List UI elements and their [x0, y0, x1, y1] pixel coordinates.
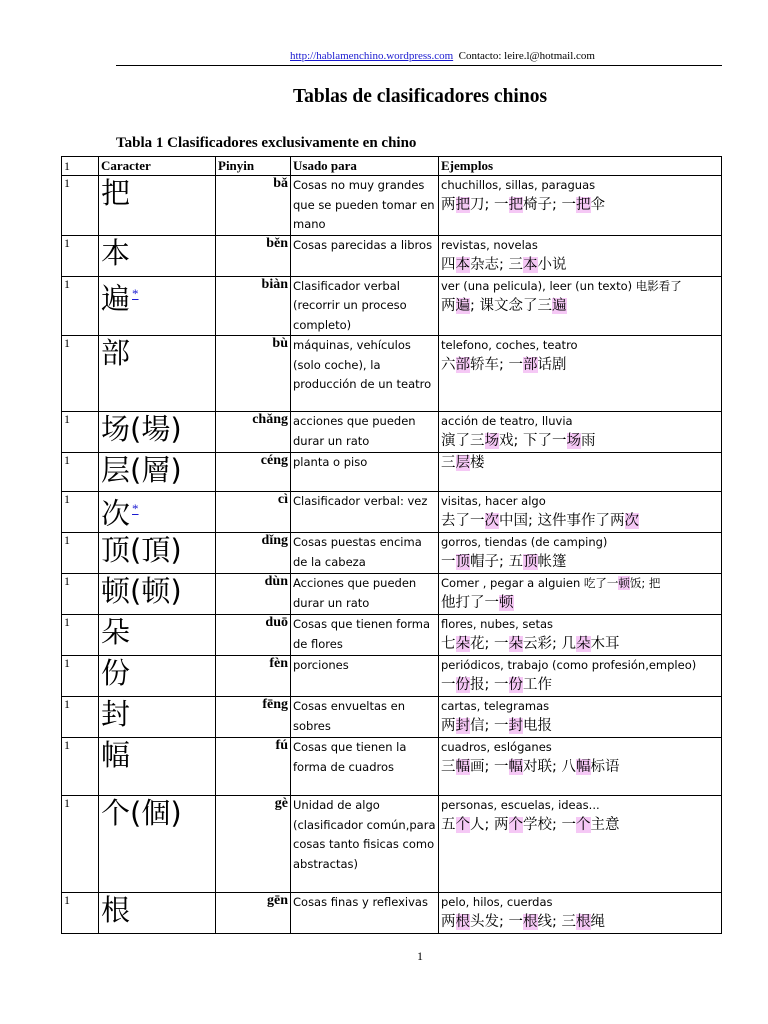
- pinyin-cell: cì: [216, 492, 291, 533]
- examples-cell: [439, 412, 722, 453]
- character-cell: [99, 276, 216, 336]
- usage-cell: Acciones que pueden durar un rato: [291, 574, 439, 615]
- table-row: [62, 453, 722, 492]
- footnote-asterisk-link[interactable]: *: [132, 285, 139, 301]
- table-row: [62, 336, 722, 412]
- character-text: 场(場): [101, 412, 182, 446]
- examples-cell: [439, 574, 722, 615]
- pinyin-cell: dùn: [216, 574, 291, 615]
- row-number: 1: [62, 276, 99, 336]
- highlighted-classifier: 幅: [455, 759, 470, 775]
- character-text: 次: [101, 496, 131, 531]
- examples-text: chuchillos, sillas, paraguas: [441, 178, 596, 192]
- character-text: 层(層): [101, 453, 182, 487]
- column-header-number: 1: [62, 157, 99, 176]
- character-text: 朵: [101, 615, 131, 649]
- column-header-caracter: Caracter: [99, 157, 216, 176]
- character-cell: [99, 574, 216, 615]
- examples-text: cuadros, eslóganes: [441, 740, 552, 754]
- character-cell: [99, 796, 216, 893]
- table-row: [62, 235, 722, 276]
- row-number: 1: [62, 893, 99, 934]
- character-cell: [99, 615, 216, 656]
- usage-cell: Unidad de algo (clasificador común,para cosas tanto fisicas como abstractas): [291, 796, 439, 893]
- examples-cell: [439, 697, 722, 738]
- examples-cell: [439, 235, 722, 276]
- character-cell: [99, 176, 216, 236]
- row-number: 1: [62, 796, 99, 893]
- character-cell: [99, 738, 216, 796]
- examples-cell: [439, 453, 722, 492]
- character-text: 把: [101, 176, 131, 210]
- usage-cell: máquinas, vehículos (solo coche), la producción de un teatro: [291, 336, 439, 412]
- chinese-examples: 七朵花; 一朵云彩; 几朵木耳: [441, 636, 620, 652]
- highlighted-classifier: 部: [523, 357, 538, 373]
- highlighted-classifier: 个: [455, 817, 470, 833]
- usage-cell: Clasificador verbal: vez: [291, 492, 439, 533]
- table-caption: Tabla 1 Clasificadores exclusivamente en chino: [116, 135, 417, 151]
- highlighted-classifier: 个: [508, 817, 523, 833]
- examples-text: pelo, hilos, cuerdas: [441, 895, 553, 909]
- highlighted-classifier: 封: [508, 718, 523, 734]
- examples-cell: [439, 796, 722, 893]
- highlighted-classifier: 顶: [523, 554, 538, 570]
- highlighted-classifier: 本: [455, 256, 470, 273]
- highlighted-classifier: 次: [624, 513, 639, 529]
- page-header: [290, 50, 595, 62]
- highlighted-classifier: 根: [576, 914, 591, 930]
- page-number: 1: [417, 949, 423, 963]
- table-row: [62, 533, 722, 574]
- examples-cell: [439, 656, 722, 697]
- highlighted-classifier: 份: [508, 677, 523, 693]
- examples-text: acción de teatro, lluvia: [441, 414, 573, 428]
- character-cell: [99, 235, 216, 276]
- character-text: 幅: [101, 738, 131, 772]
- character-text: 遍: [101, 281, 131, 316]
- examples-text: flores, nubes, setas: [441, 617, 554, 631]
- highlighted-classifier: 部: [455, 357, 470, 373]
- chinese-examples: 两遍; 课文念了三遍: [441, 297, 567, 314]
- examples-text: Comer , pegar a alguien 吃了一顿饭; 把: [441, 576, 661, 590]
- character-cell: [99, 656, 216, 697]
- usage-cell: Cosas envueltas en sobres: [291, 697, 439, 738]
- usage-cell: Cosas puestas encima de la cabeza: [291, 533, 439, 574]
- row-number: 1: [62, 412, 99, 453]
- character-text: 顿(顿): [101, 574, 182, 608]
- usage-cell: Cosas que tienen la forma de cuadros: [291, 738, 439, 796]
- usage-cell: Cosas no muy grandes que se pueden tomar en mano: [291, 176, 439, 236]
- examples-cell: [439, 893, 722, 934]
- character-text: 封: [101, 697, 131, 731]
- chinese-examples: 一顶帽子; 五顶帐篷: [441, 554, 567, 570]
- highlighted-classifier: 根: [523, 914, 538, 930]
- character-text: 顶(頂): [101, 533, 182, 567]
- pinyin-cell: gēn: [216, 893, 291, 934]
- row-number: 1: [62, 533, 99, 574]
- table-row: [62, 615, 722, 656]
- table-row: [62, 738, 722, 796]
- pinyin-cell: chǎng: [216, 412, 291, 453]
- row-number: 1: [62, 697, 99, 738]
- pinyin-cell: duō: [216, 615, 291, 656]
- table-row: [62, 276, 722, 336]
- pinyin-cell: biàn: [216, 276, 291, 336]
- examples-cell: [439, 492, 722, 533]
- usage-cell: Clasificador verbal (recorrir un proceso completo): [291, 276, 439, 336]
- character-text: 个(個): [101, 796, 182, 830]
- examples-cell: [439, 176, 722, 236]
- character-text: 根: [101, 893, 131, 927]
- row-number: 1: [62, 176, 99, 236]
- pinyin-cell: céng: [216, 453, 291, 492]
- highlighted-classifier: 次: [484, 513, 499, 529]
- examples-text: visitas, hacer algo: [441, 494, 546, 508]
- row-number: 1: [62, 615, 99, 656]
- character-text: 部: [101, 336, 131, 370]
- highlighted-classifier: 幅: [508, 759, 523, 775]
- header-divider: [116, 65, 722, 66]
- row-number: 1: [62, 738, 99, 796]
- examples-text: telefono, coches, teatro: [441, 338, 578, 352]
- blog-link[interactable]: http://hablamenchino.wordpress.com: [290, 50, 454, 62]
- highlighted-classifier: 份: [455, 677, 470, 693]
- examples-cell: [439, 336, 722, 412]
- pinyin-cell: dǐng: [216, 533, 291, 574]
- chinese-examples: 三层楼: [441, 455, 485, 471]
- row-number: 1: [62, 336, 99, 412]
- examples-cell: [439, 615, 722, 656]
- highlighted-classifier: 本: [523, 256, 538, 273]
- table-row: [62, 492, 722, 533]
- contact-text: Contacto: leire.l@hotmail.com: [458, 50, 595, 62]
- highlighted-classifier: 幅: [576, 759, 591, 775]
- examples-text: gorros, tiendas (de camping): [441, 535, 608, 549]
- character-cell: [99, 412, 216, 453]
- character-cell: [99, 336, 216, 412]
- usage-cell: Cosas finas y reflexivas: [291, 893, 439, 934]
- chinese-examples: 演了三场戏; 下了一场雨: [441, 433, 596, 449]
- pinyin-cell: běn: [216, 235, 291, 276]
- table-row: [62, 574, 722, 615]
- highlighted-classifier: 顿: [618, 576, 630, 590]
- chinese-examples: 两封信; 一封电报: [441, 718, 552, 734]
- highlighted-classifier: 个: [576, 817, 591, 833]
- row-number: 1: [62, 453, 99, 492]
- highlighted-classifier: 层: [455, 455, 470, 471]
- usage-cell: planta o piso: [291, 453, 439, 492]
- examples-text: revistas, novelas: [441, 237, 538, 252]
- examples-cell: [439, 276, 722, 336]
- chinese-examples: 三幅画; 一幅对联; 八幅标语: [441, 759, 620, 775]
- usage-cell: Cosas que tienen forma de flores: [291, 615, 439, 656]
- character-cell: [99, 533, 216, 574]
- chinese-examples: 五个人; 两个学校; 一个主意: [441, 817, 620, 833]
- row-number: 1: [62, 492, 99, 533]
- examples-cell: [439, 533, 722, 574]
- highlighted-classifier: 遍: [552, 297, 567, 314]
- highlighted-classifier: 把: [576, 197, 591, 213]
- examples-text: personas, escuelas, ideas...: [441, 798, 600, 812]
- row-number: 1: [62, 656, 99, 697]
- highlighted-classifier: 场: [484, 433, 499, 449]
- usage-cell: porciones: [291, 656, 439, 697]
- chinese-examples: 一份报; 一份工作: [441, 677, 552, 693]
- table-row: [62, 656, 722, 697]
- character-cell: [99, 697, 216, 738]
- character-cell: [99, 492, 216, 533]
- pinyin-cell: bù: [216, 336, 291, 412]
- pinyin-cell: bǎ: [216, 176, 291, 236]
- pinyin-cell: gè: [216, 796, 291, 893]
- footnote-asterisk-link[interactable]: *: [132, 501, 139, 516]
- chinese-examples: 四本杂志; 三本小说: [441, 256, 567, 273]
- column-header-pinyin: Pinyin: [216, 157, 291, 176]
- highlighted-classifier: 朵: [576, 636, 591, 652]
- highlighted-classifier: 顶: [455, 554, 470, 570]
- character-cell: [99, 893, 216, 934]
- usage-cell: Cosas parecidas a libros: [291, 235, 439, 276]
- table-row: [62, 176, 722, 236]
- examples-text: periódicos, trabajo (como profesión,empleo): [441, 658, 697, 672]
- pinyin-cell: fèn: [216, 656, 291, 697]
- table-row: [62, 796, 722, 893]
- examples-text: cartas, telegramas: [441, 699, 550, 713]
- chinese-examples: 去了一次中国; 这件事作了两次: [441, 513, 639, 529]
- chinese-examples: 两根头发; 一根线; 三根绳: [441, 914, 605, 930]
- character-text: 本: [101, 235, 131, 270]
- highlighted-classifier: 封: [455, 718, 470, 734]
- table-header-row: [62, 157, 722, 176]
- character-text: 份: [101, 656, 131, 690]
- column-header-usado-para: Usado para: [291, 157, 439, 176]
- highlighted-classifier: 朵: [508, 636, 523, 652]
- highlighted-classifier: 把: [508, 197, 523, 213]
- examples-text: ver (una pelicula), leer (un texto) 电影看了: [441, 278, 682, 293]
- highlighted-classifier: 遍: [455, 297, 470, 314]
- highlighted-classifier: 根: [455, 914, 470, 930]
- column-header-ejemplos: Ejemplos: [439, 157, 722, 176]
- document-title: Tablas de clasificadores chinos: [292, 86, 548, 107]
- highlighted-classifier: 场: [566, 433, 581, 449]
- classifier-table: [61, 156, 722, 934]
- highlighted-classifier: 朵: [455, 636, 470, 652]
- table-row: [62, 412, 722, 453]
- highlighted-classifier: 顿: [499, 595, 514, 611]
- examples-cell: [439, 738, 722, 796]
- pinyin-cell: fú: [216, 738, 291, 796]
- chinese-examples: 两把刀; 一把椅子; 一把伞: [441, 197, 605, 213]
- highlighted-classifier: 把: [455, 197, 470, 213]
- chinese-examples: 六部轿车; 一部话剧: [441, 357, 567, 373]
- chinese-examples: 他打了一顿: [441, 595, 514, 611]
- character-cell: [99, 453, 216, 492]
- pinyin-cell: fēng: [216, 697, 291, 738]
- table-row: [62, 697, 722, 738]
- usage-cell: acciones que pueden durar un rato: [291, 412, 439, 453]
- row-number: 1: [62, 235, 99, 276]
- table-row: [62, 893, 722, 934]
- row-number: 1: [62, 574, 99, 615]
